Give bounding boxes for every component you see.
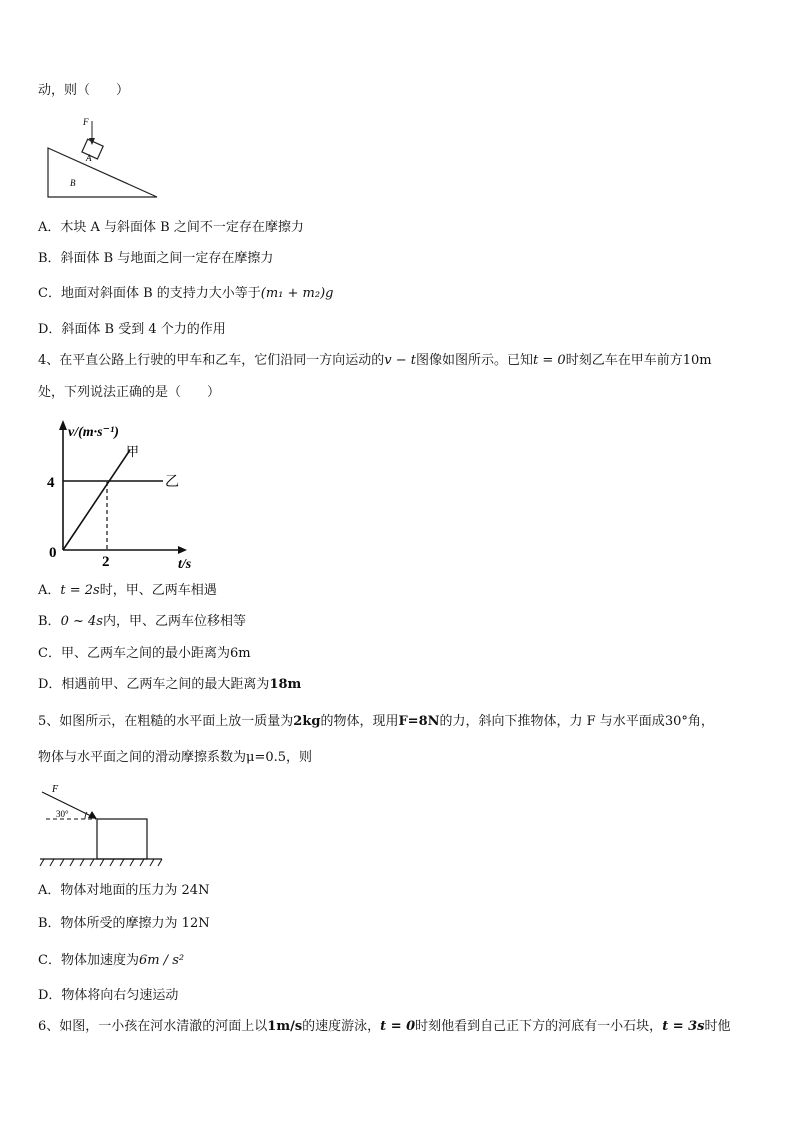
q3-stem-end: 动，则（ ）: [38, 83, 130, 98]
block-a-label: A: [86, 153, 92, 163]
q5-stem-line1: 5、如图所示，在粗糙的水平面上放一质量为2kg的物体，现用F=8N的力，斜向下推物体，力 F 与水平面成30°角，: [38, 714, 714, 729]
q5-stem-line2: 物体与水平面之间的滑动摩擦系数为μ=0.5，则: [38, 750, 313, 765]
line-jia: [63, 450, 130, 550]
y-axis-label: v/(m·s⁻¹): [68, 425, 119, 440]
q4-stem-line2: 处，下列说法正确的是（ ）: [38, 385, 221, 400]
y-tick-4: 4: [47, 475, 55, 491]
q4-option-b: B．0 ~ 4s内，甲、乙两车位移相等: [38, 614, 246, 629]
q3-option-a: A．木块 A 与斜面体 B 之间不一定存在摩擦力: [38, 220, 304, 235]
incline-b-label: B: [70, 178, 76, 188]
q6-stem-line1: 6、如图，一小孩在河水清澈的河面上以1m/s的速度游泳，t = 0时刻他看到自己正下方的河底有一小石块，t = 3s时他: [38, 1019, 731, 1034]
origin-label: 0: [49, 545, 57, 561]
q4-option-d: D．相遇前甲、乙两车之间的最大距离为18m: [38, 677, 302, 692]
label-jia: 甲: [126, 444, 140, 459]
q4-stem-line1: 4、在平直公路上行驶的甲车和乙车，它们沿同一方向运动的v − t图像如图所示。已知t = 0时刻乙车在甲车前方10m: [38, 353, 712, 368]
q3-incline-figure: [45, 115, 165, 200]
force-f-label: F: [83, 117, 89, 127]
label-yi: 乙: [165, 475, 179, 490]
q3-option-d: D．斜面体 B 受到 4 个力的作用: [38, 322, 226, 337]
q5-option-b: B．物体所受的摩擦力为 12N: [38, 916, 210, 931]
q5-option-a: A．物体对地面的压力为 24N: [38, 883, 210, 898]
q3-option-c: [38, 286, 333, 302]
block-shape: [97, 819, 147, 859]
q4-option-c: C．甲、乙两车之间的最小距离为6m: [38, 646, 251, 661]
q4-option-a: A．t = 2s时，甲、乙两车相遇: [38, 583, 217, 598]
q4-vt-graph: [40, 418, 200, 573]
incline-b-shape: [48, 148, 157, 197]
q5-option-c: C．物体加速度为6m / s²: [38, 953, 185, 968]
q3-option-b: B．斜面体 B 与地面之间一定存在摩擦力: [38, 251, 274, 266]
q5-block-figure: [38, 782, 168, 872]
q3-option-c-text: C．地面对斜面体 B 的支持力大小等于: [38, 286, 261, 301]
force-f-label: F: [52, 784, 59, 795]
x-tick-2: 2: [102, 554, 110, 570]
x-axis-label: t/s: [178, 557, 192, 572]
q5-option-d: D．物体将向右匀速运动: [38, 988, 179, 1003]
q3-option-c-formula: (m₁ + m₂)g: [260, 286, 334, 301]
angle-30-label: 30°: [56, 809, 69, 819]
